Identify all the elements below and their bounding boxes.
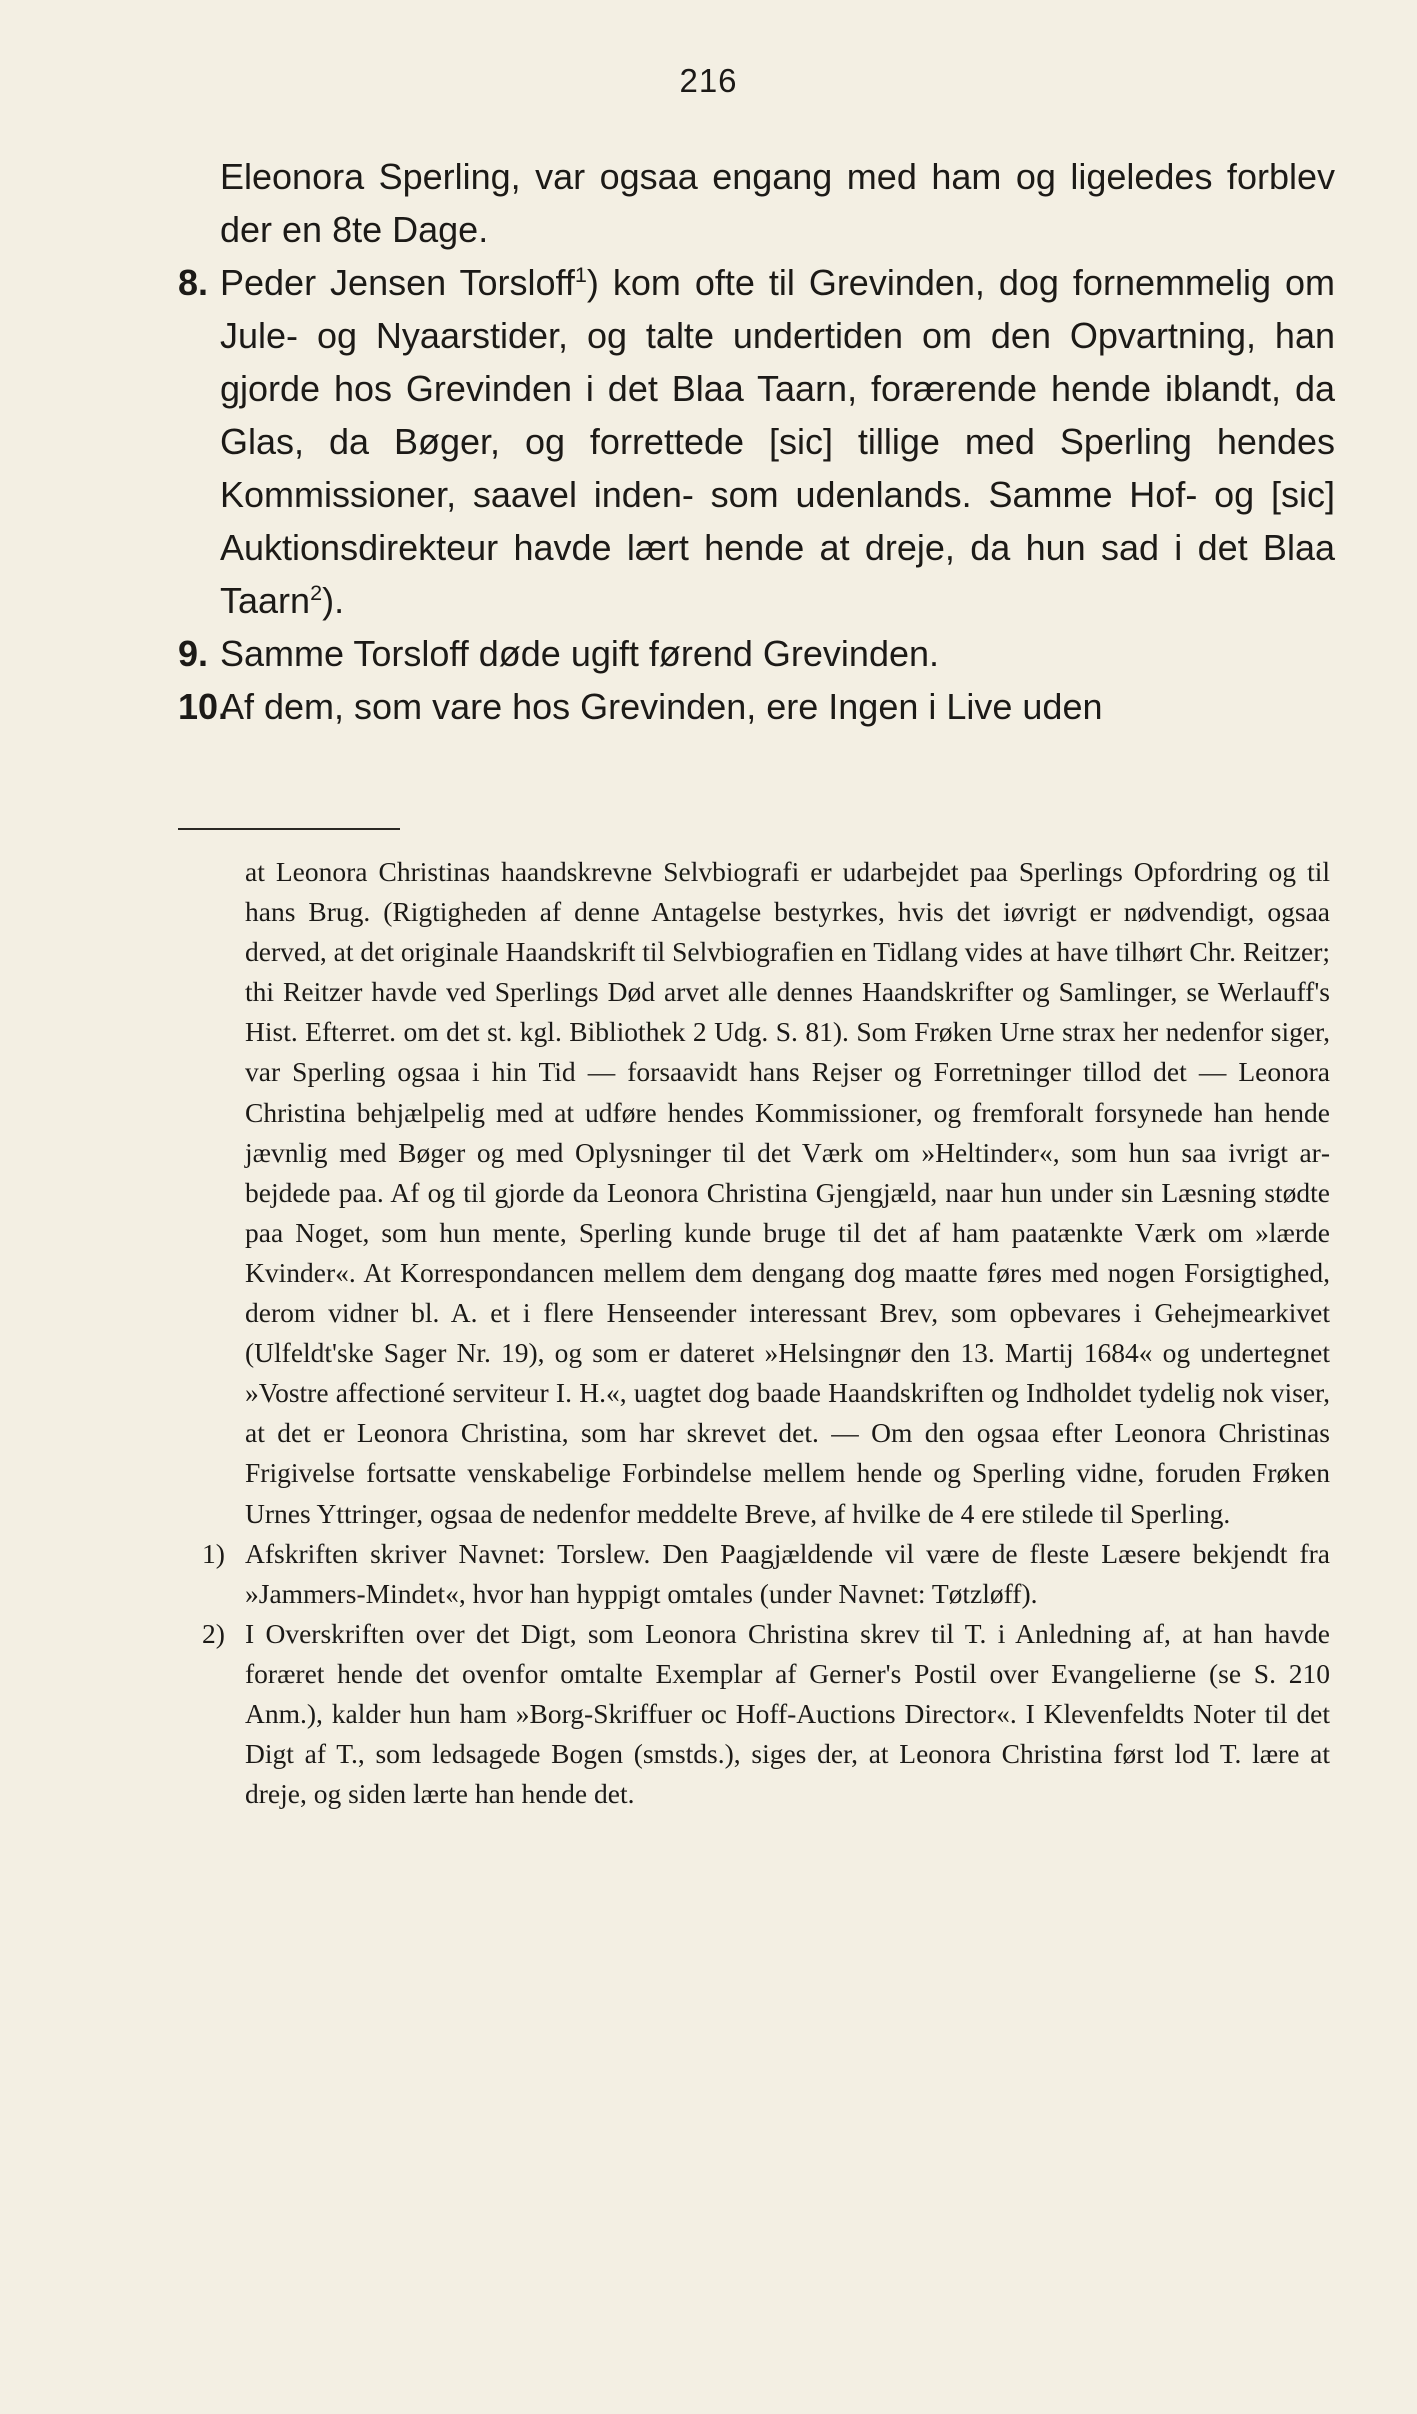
footnote-mark: 1) — [202, 1537, 225, 1569]
list-item-9 — [178, 627, 1335, 680]
footnote-ref: 1 — [574, 262, 587, 287]
item-text-part: ). — [322, 580, 345, 621]
footnote-1 — [202, 1534, 1330, 1614]
item-text: Af dem, som vare hos Grevinden, ere Ingen i Live uden — [220, 686, 1103, 727]
item-number: 10. — [178, 686, 229, 727]
item-number: 8. — [178, 262, 209, 303]
footnote-mark: 2) — [202, 1617, 225, 1649]
list-item-10 — [178, 680, 1335, 733]
item-text-part: ) kom ofte til Grevinden, dog fornemmelig om Jule- og Nyaarstider, og talte undertiden om den Opvartning, han gjorde hos Grevinden i det Blaa Taarn, forærende hende iblandt, da Glas, da Bøger, og forrettede [sic] tillige med Sperling hendes Kommissioner, saavel inden- som udenlands. Samme Hof- og [sic] Auktionsdirekteur havde lært hende at dreje, da hun sad i det Blaa Taarn — [220, 262, 1335, 621]
list-item-8 — [178, 256, 1335, 627]
footnote-divider — [178, 828, 400, 830]
footnote-text: I Overskriften over det Digt, som Leonora Christina skrev til T. i Anledning af, at han havde foræret hende det ovenfor omtalte Exemplar af Gerner's Postil over Evangelierne (se S. 210 Anm.), kalder hun ham »Borg-Skriffuer oc Hoff-Auctions Director«. I Klevenfeldts Noter til det Digt af T., som ledsagede Bogen (smstds.), siges der, at Leonora Christina først lod T. lære at dreje, og siden lærte han hende det. — [245, 1617, 1330, 1810]
item-number: 9. — [178, 633, 209, 674]
page-number: 216 — [679, 62, 738, 99]
item-text: Samme Torsloff døde ugift førend Grevinden. — [220, 633, 940, 674]
item-text-part: Peder Jensen Torsloff — [220, 262, 575, 303]
footnote-text: Afskriften skriver Navnet: Torslew. Den Paagjældende vil være de fleste Læsere bekjendt fra »Jammers-Mindet«, hvor han hyppigt omtales (under Navnet: Tøtzløff). — [245, 1537, 1330, 1609]
main-text — [178, 150, 1335, 733]
footnote-continued: at Leonora Christinas haandskrevne Selvbiografi er udarbejdet paa Sperlings Opfordring og til hans Brug. (Rigtigheden af denne Antagelse bestyrkes, hvis det iøvrigt er nødvendigt, ogsaa derved, at det originale Haandskrift til Selvbiografien en Tidlang vides at have tilhørt Chr. Reitzer; thi Reitzer havde ved Sperlings Død arvet alle dennes Haandskrifter og Samlinger, se Werlauff's Hist. Efterret. om det st. kgl. Bibliothek 2 Udg. S. 81). Som Frøken Urne strax her nedenfor siger, var Sperling ogsaa i hin Tid — forsaavidt hans Rejser og Forretninger tillod det — Leonora Christina behjælpelig med at udføre hendes Kommissioner, og fremforalt forsynede han hende jævnlig med Bøger og med Oplysninger til det Værk om »Heltinder«, som hun saa ivrigt arbejdede paa. Af og til gjorde da Leonora Christina Gjengjæld, naar hun under sin Læsning stødte paa Noget, som hun mente, Sperling kunde bruge til det af ham paatænkte Værk om »lærde Kvinder«. At Korrespondancen mellem dem dengang dog maatte føres med nogen Forsigtighed, derom vidner bl. A. et i flere Henseender interessant Brev, som opbevares i Gehejmearkivet (Ulfeldt'ske Sager Nr. 19), og som er dateret »Helsingnør den 13. Martij 1684« og undertegnet »Vostre affectioné serviteur I. H.«, uagtet dog baade Haandskriften og Indholdet tydelig nok viser, at det er Leonora Christina, som har skrevet det. — Om den ogsaa efter Leonora Christinas Frigivelse fortsatte venskabelige Forbindelse mellem hende og Sperling vidne, foruden Frøken Urnes Yttringer, ogsaa de nedenfor meddelte Breve, af hvilke de 4 ere stilede til Sperling. — [245, 856, 1330, 1529]
footnotes — [202, 852, 1330, 1814]
footnote-ref: 2 — [310, 580, 323, 605]
continued-paragraph-text: Eleonora Sperling, var ogsaa engang med ham og ligeledes forblev der en 8te Dage. — [220, 156, 1335, 250]
footnote-2 — [202, 1614, 1330, 1814]
continued-paragraph — [220, 150, 1335, 256]
